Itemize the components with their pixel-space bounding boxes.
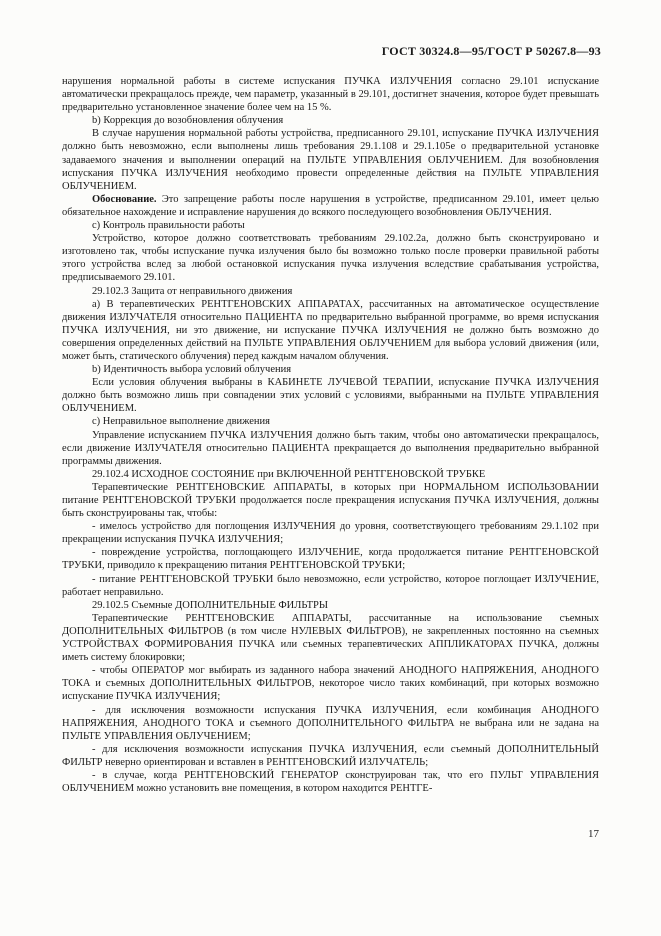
paragraph: Управление испусканием ПУЧКА ИЗЛУЧЕНИЯ должно быть таким, чтобы оно автоматически прекращалось, если движение ИЗЛУЧАТЕЛЯ относительно ПАЦИЕНТА прекращается до выполнения предварительно выбранной программы движения.: [62, 429, 599, 467]
page-number: 17: [588, 828, 599, 840]
paragraph: - чтобы ОПЕРАТОР мог выбирать из заданного набора значений АНОДНОГО НАПРЯЖЕНИЯ, АНОДНОГО ТОКА и съемных ДОПОЛНИТЕЛЬНЫХ ФИЛЬТРОВ, некоторое число таких комбинаций, при которых возможно испускание ПУЧКА ИЗЛУЧЕНИЯ;: [62, 665, 599, 703]
paragraph: 29.102.5 Съемные ДОПОЛНИТЕЛЬНЫЕ ФИЛЬТРЫ: [92, 599, 329, 611]
paragraph: - в случае, когда РЕНТГЕНОВСКИЙ ГЕНЕРАТОР сконструирован так, что его ПУЛЬТ УПРАВЛЕНИЯ ОБЛУЧЕНИЕМ можно установить вне помещения, в котором находится РЕНТГЕ-: [62, 769, 599, 795]
rationale-label: Обоснование.: [92, 193, 157, 205]
paragraph: Обоснование. Это запрещение работы после нарушения в устройстве, предписанном 29.101, имеет целью обязательное нахождение и исправление нарушения до всякого последующего возобновления ОБЛУЧЕНИЯ.: [62, 193, 599, 218]
paragraph: Терапевтические РЕНТГЕНОВСКИЕ АППАРАТЫ, рассчитанные на использование съемных ДОПОЛНИТЕЛЬНЫХ ФИЛЬТРОВ (в том числе НУЛЕВЫХ ФИЛЬТРОВ), не закрепленных постоянно на съемных УСТРОЙСТВАХ ФОРМИРОВАНИЯ ПУЧКА или съемных терапевтических АППЛИКАТОРАХ ПУЧКА, должны иметь систему блокировки;: [62, 612, 599, 664]
paragraph: нарушения нормальной работы в системе испускания ПУЧКА ИЗЛУЧЕНИЯ согласно 29.101 испускание автоматически прекращалось прежде, чем параметр, указанный в 29.101, достигнет значения, которое будет превышать предварительно установленное значение более чем на 15 %.: [62, 76, 599, 114]
paragraph: - для исключения возможности испускания ПУЧКА ИЗЛУЧЕНИЯ, если съемный ДОПОЛНИТЕЛЬНЫЙ ФИЛЬТР неверно ориентирован и вставлен в РЕНТГЕНОВСКИЙ ИЗЛУЧАТЕЛЬ;: [62, 743, 599, 768]
paragraph: b) Идентичность выбора условий облучения: [92, 364, 292, 376]
paragraph: В случае нарушения нормальной работы устройства, предписанного 29.101, испускание ПУЧКА ИЗЛУЧЕНИЯ должно быть невозможно, если выполнены лишь требования 29.1.108 и 29.1.105е о предварительной установке задаваемого значения и выполнении операций на ПУЛЬТЕ УПРАВЛЕНИЯ ОБЛУЧЕНИЕМ. Для возобновления испускания ПУЧКА ИЗЛУЧЕНИЯ необходимо провести определенные действия на ПУЛЬТЕ УПРАВЛЕНИЯ ОБЛУЧЕНИЕМ.: [62, 128, 599, 192]
paragraph: - повреждение устройства, поглощающего ИЗЛУЧЕНИЕ, когда продолжается питание РЕНТГЕНОВСКОЙ ТРУБКИ, приводило к прекращению питания РЕНТГЕНОВСКОЙ ТРУБКИ;: [62, 547, 599, 572]
paragraph: - имелось устройство для поглощения ИЗЛУЧЕНИЯ до уровня, соответствующего требованиям 29.1.102 при прекращении испускания ПУЧКА ИЗЛУЧЕНИЯ;: [62, 521, 599, 546]
paragraph: а) В терапевтических РЕНТГЕНОВСКИХ АППАРАТАХ, рассчитанных на автоматическое осуществление движения ИЗЛУЧАТЕЛЯ относительно ПАЦИЕНТА по предварительно выбранной программе, во время испускания ПУЧКА ИЗЛУЧЕНИЯ, ни это движение, ни испускание ПУЧКА ИЗЛУЧЕНИЯ не должно быть возможно до совершения определенных действий на ПУЛЬТЕ УПРАВЛЕНИЯ ОБЛУЧЕНИЕМ для выбора условий движения (или, может быть, статического облучения) перед каждым началом облучения.: [62, 298, 599, 362]
paragraph: b) Коррекция до возобновления облучения: [92, 115, 284, 127]
document-header: ГОСТ 30324.8—95/ГОСТ Р 50267.8—93: [381, 44, 601, 58]
paragraph: - для исключения возможности испускания ПУЧКА ИЗЛУЧЕНИЯ, если комбинация АНОДНОГО НАПРЯЖЕНИЯ, АНОДНОГО ТОКА и съемного ДОПОЛНИТЕЛЬНОГО ФИЛЬТРА не выбрана или не задана на ПУЛЬТЕ УПРАВЛЕНИЯ ОБЛУЧЕНИЕМ;: [62, 704, 599, 742]
paragraph: Если условия облучения выбраны в КАБИНЕТЕ ЛУЧЕВОЙ ТЕРАПИИ, испускание ПУЧКА ИЗЛУЧЕНИЯ должно быть возможно лишь при совпадении этих условий с условиями, выбранными на ПУЛЬТЕ УПРАВЛЕНИЯ ОБЛУЧЕНИЕМ.: [62, 377, 599, 415]
paragraph: Терапевтические РЕНТГЕНОВСКИЕ АППАРАТЫ, в которых при НОРМАЛЬНОМ ИСПОЛЬЗОВАНИИ питание РЕНТГЕНОВСКОЙ ТРУБКИ продолжается после прекращения испускания ПУЧКА ИЗЛУЧЕНИЯ, должны быть сконструированы так, чтобы:: [62, 481, 599, 520]
paragraph: 29.102.4 ИСХОДНОЕ СОСТОЯНИЕ при ВКЛЮЧЕННОЙ РЕНТГЕНОВСКОЙ ТРУБКЕ: [92, 468, 486, 480]
paragraph: c) Контроль правильности работы: [92, 220, 245, 232]
paragraph: c) Неправильное выполнение движения: [92, 416, 270, 428]
paragraph: 29.102.3 Защита от неправильного движения: [92, 285, 293, 297]
paragraph: Устройство, которое должно соответствовать требованиям 29.102.2а, должно быть сконструировано и изготовлено так, чтобы испускание пучка излучения было бы возможно только после проверки правильной работы этого устройства вслед за любой остановкой испускания пучка излучения вследствие срабатывания устройства, предписываемого 29.101.: [62, 233, 599, 284]
paragraph: - питание РЕНТГЕНОВСКОЙ ТРУБКИ было невозможно, если устройство, которое поглощает ИЗЛУЧЕНИЕ, работает неправильно.: [62, 573, 599, 598]
document-body: [62, 75, 599, 795]
